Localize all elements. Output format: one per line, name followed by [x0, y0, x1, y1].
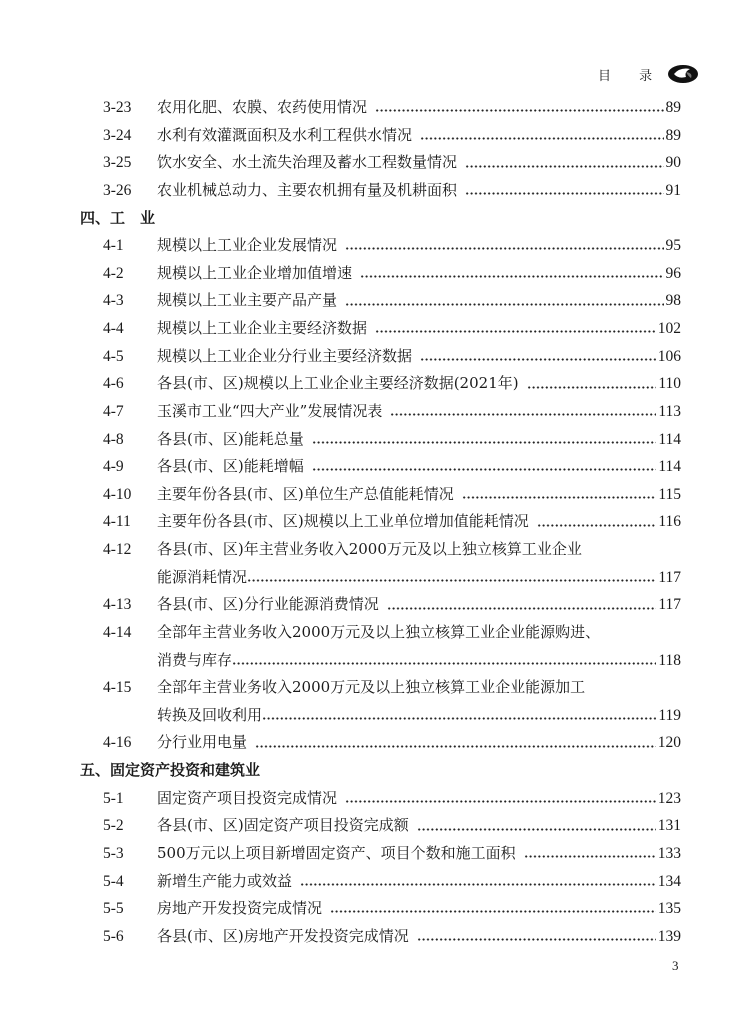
entry-number: 5-4: [103, 872, 124, 890]
entry-title: 规模以上工业企业主要经济数据: [157, 319, 368, 337]
header-title: 目 录: [598, 68, 665, 84]
entry-page: 91: [665, 181, 681, 199]
toc-entry[interactable]: [103, 619, 681, 647]
dot-leader: [462, 496, 657, 499]
entry-number: 4-8: [103, 430, 124, 448]
dot-leader: [232, 662, 656, 665]
entry-title: 玉溪市工业“四大产业”发展情况表: [157, 401, 383, 420]
entry-title: 全部年主营业务收入2000万元及以上独立核算工业企业能源购进、: [157, 622, 601, 641]
entry-title-continued: 消费与库存: [157, 650, 233, 669]
entry-page: 89: [665, 99, 681, 116]
entry-page: 113: [658, 402, 681, 420]
toc-entry[interactable]: [103, 729, 681, 757]
entry-number: 4-7: [103, 402, 124, 420]
entry-page: 110: [658, 375, 681, 393]
entry-page: 116: [658, 513, 681, 531]
dot-leader: [390, 413, 656, 416]
dot-leader: [375, 330, 656, 333]
entry-page: 90: [665, 154, 681, 172]
entry-title: 规模以上工业主要产品产量: [157, 291, 338, 310]
statistics-logo-icon: [666, 63, 700, 85]
entry-page: 139: [657, 927, 681, 945]
entry-page: 131: [657, 817, 681, 835]
toc-entry[interactable]: [103, 343, 681, 371]
entry-page: 119: [658, 706, 681, 724]
section-heading: 四、工 业: [80, 208, 156, 227]
toc-entry[interactable]: [103, 177, 681, 205]
entry-title-continued: 能源消耗情况: [157, 567, 248, 586]
dot-leader: [417, 938, 656, 941]
entry-page: 114: [658, 430, 681, 448]
dot-leader: [527, 386, 657, 389]
entry-number: 4-3: [103, 292, 124, 310]
toc-entry[interactable]: [103, 785, 681, 813]
entry-title: 500万元以上项目新增固定资产、项目个数和施工面积: [157, 843, 516, 862]
toc-entry[interactable]: [103, 287, 681, 315]
toc-entry[interactable]: [103, 812, 681, 840]
dot-leader: [262, 717, 656, 720]
entry-page: 134: [657, 872, 681, 890]
entry-number: 3-24: [103, 126, 132, 144]
dot-leader: [465, 192, 663, 195]
entry-page: 102: [657, 320, 681, 337]
entry-number: 4-6: [103, 375, 124, 393]
dot-leader: [524, 855, 656, 858]
entry-title: 主要年份各县(市、区)单位生产总值能耗情况: [157, 484, 454, 503]
dot-leader: [537, 524, 657, 527]
entry-number: 4-4: [103, 320, 124, 337]
toc-entry[interactable]: [103, 868, 681, 896]
entry-title: 水利有效灌溉面积及水利工程供水情况: [157, 125, 413, 144]
dot-leader: [312, 468, 657, 471]
dot-leader: [360, 275, 663, 278]
dot-leader: [375, 109, 663, 112]
toc-entry-continuation[interactable]: [103, 647, 681, 675]
dot-leader: [345, 247, 663, 250]
entry-title: 主要年份各县(市、区)规模以上工业单位增加值能耗情况: [157, 512, 529, 531]
toc-entry[interactable]: [103, 923, 681, 951]
entry-title: 规模以上工业企业分行业主要经济数据: [157, 346, 413, 365]
entry-page: 123: [657, 789, 681, 807]
entry-title: 各县(市、区)能耗总量: [157, 429, 304, 448]
entry-title: 全部年主营业务收入2000万元及以上独立核算工业企业能源加工: [157, 678, 586, 697]
entry-number: 4-11: [103, 513, 131, 531]
toc-entry[interactable]: [103, 149, 681, 177]
toc-entry[interactable]: [103, 895, 681, 923]
dot-leader: [420, 137, 663, 140]
entry-title: 新增生产能力或效益: [157, 871, 293, 890]
entry-number: 4-5: [103, 347, 124, 365]
entry-page: 114: [658, 458, 681, 476]
toc-entry[interactable]: [103, 591, 681, 619]
entry-page: 98: [665, 292, 681, 310]
toc-entry[interactable]: [103, 674, 681, 702]
toc-entry-continuation[interactable]: [103, 702, 681, 730]
table-of-contents: [80, 94, 681, 950]
toc-entry[interactable]: [103, 536, 681, 564]
entry-page: 115: [658, 485, 681, 503]
toc-entry[interactable]: [103, 260, 681, 288]
entry-title: 各县(市、区)固定资产项目投资完成额: [157, 816, 409, 835]
dot-leader: [312, 441, 657, 444]
entry-number: 5-5: [103, 900, 124, 918]
entry-title: 饮水安全、水土流失治理及蓄水工程数量情况: [157, 153, 458, 172]
entry-title: 农业机械总动力、主要农机拥有量及机耕面积: [157, 180, 458, 199]
entry-title: 规模以上工业企业增加值增速: [157, 263, 353, 282]
entry-page: 117: [658, 568, 681, 586]
toc-entry[interactable]: [103, 370, 681, 398]
toc-entry-continuation[interactable]: [103, 564, 681, 592]
toc-entry[interactable]: [103, 315, 681, 343]
entry-title: 各县(市、区)能耗增幅: [157, 457, 304, 476]
entry-number: 3-25: [103, 154, 132, 172]
entry-number: 4-12: [103, 541, 132, 558]
entry-title: 各县(市、区)分行业能源消费情况: [157, 595, 379, 614]
dot-leader: [247, 579, 656, 582]
entry-number: 5-3: [103, 844, 124, 862]
entry-page: 120: [657, 734, 681, 752]
entry-number: 5-6: [103, 927, 124, 945]
entry-title: 固定资产项目投资完成情况: [157, 788, 338, 807]
toc-entry[interactable]: [103, 840, 681, 868]
toc-entry[interactable]: [103, 398, 681, 426]
entry-number: 5-1: [103, 789, 124, 807]
dot-leader: [465, 165, 663, 168]
entry-title: 分行业用电量: [157, 733, 248, 752]
toc-entry[interactable]: [103, 481, 681, 509]
toc-entry[interactable]: [103, 508, 681, 536]
entry-number: 4-10: [103, 485, 132, 503]
entry-title: 房地产开发投资完成情况: [157, 899, 323, 918]
dot-leader: [387, 607, 657, 610]
section-heading: 五、固定资产投资和建筑业: [80, 761, 261, 779]
entry-number: 4-16: [103, 734, 132, 752]
entry-title: 各县(市、区)年主营业务收入2000万元及以上独立核算工业企业: [157, 540, 582, 558]
entry-title-continued: 转换及回收利用: [157, 705, 263, 724]
entry-title: 各县(市、区)房地产开发投资完成情况: [157, 926, 409, 945]
dot-leader: [345, 303, 663, 306]
entry-page: 117: [658, 596, 681, 614]
entry-number: 4-2: [103, 264, 124, 282]
toc-entry[interactable]: [103, 232, 681, 260]
dot-leader: [345, 800, 656, 803]
dot-leader: [420, 358, 656, 361]
entry-page: 106: [657, 347, 681, 365]
entry-number: 3-26: [103, 181, 132, 199]
entry-page: 135: [657, 900, 681, 918]
entry-page: 89: [665, 126, 681, 144]
toc-entry[interactable]: [103, 122, 681, 150]
dot-leader: [300, 883, 656, 886]
entry-title: 规模以上工业企业发展情况: [157, 236, 338, 255]
entry-number: 4-15: [103, 679, 132, 697]
entry-title: 农用化肥、农膜、农药使用情况: [157, 98, 368, 116]
entry-page: 96: [665, 264, 681, 282]
entry-page: 95: [665, 237, 681, 255]
entry-number: 3-23: [103, 99, 132, 116]
dot-leader: [330, 910, 656, 913]
entry-page: 133: [657, 844, 681, 862]
running-header: [598, 63, 700, 85]
entry-number: 4-14: [103, 623, 132, 641]
dot-leader: [255, 745, 656, 748]
entry-page: 118: [658, 651, 681, 669]
entry-number: 4-1: [103, 237, 124, 255]
page-number: 3: [672, 958, 679, 973]
entry-number: 4-13: [103, 596, 132, 614]
toc-entry[interactable]: [103, 426, 681, 454]
toc-entry[interactable]: [103, 453, 681, 481]
dot-leader: [417, 828, 656, 831]
entry-number: 4-9: [103, 458, 124, 476]
toc-entry[interactable]: [103, 94, 681, 122]
entry-number: 5-2: [103, 817, 124, 835]
entry-title: 各县(市、区)规模以上工业企业主要经济数据(2021年): [157, 374, 519, 393]
